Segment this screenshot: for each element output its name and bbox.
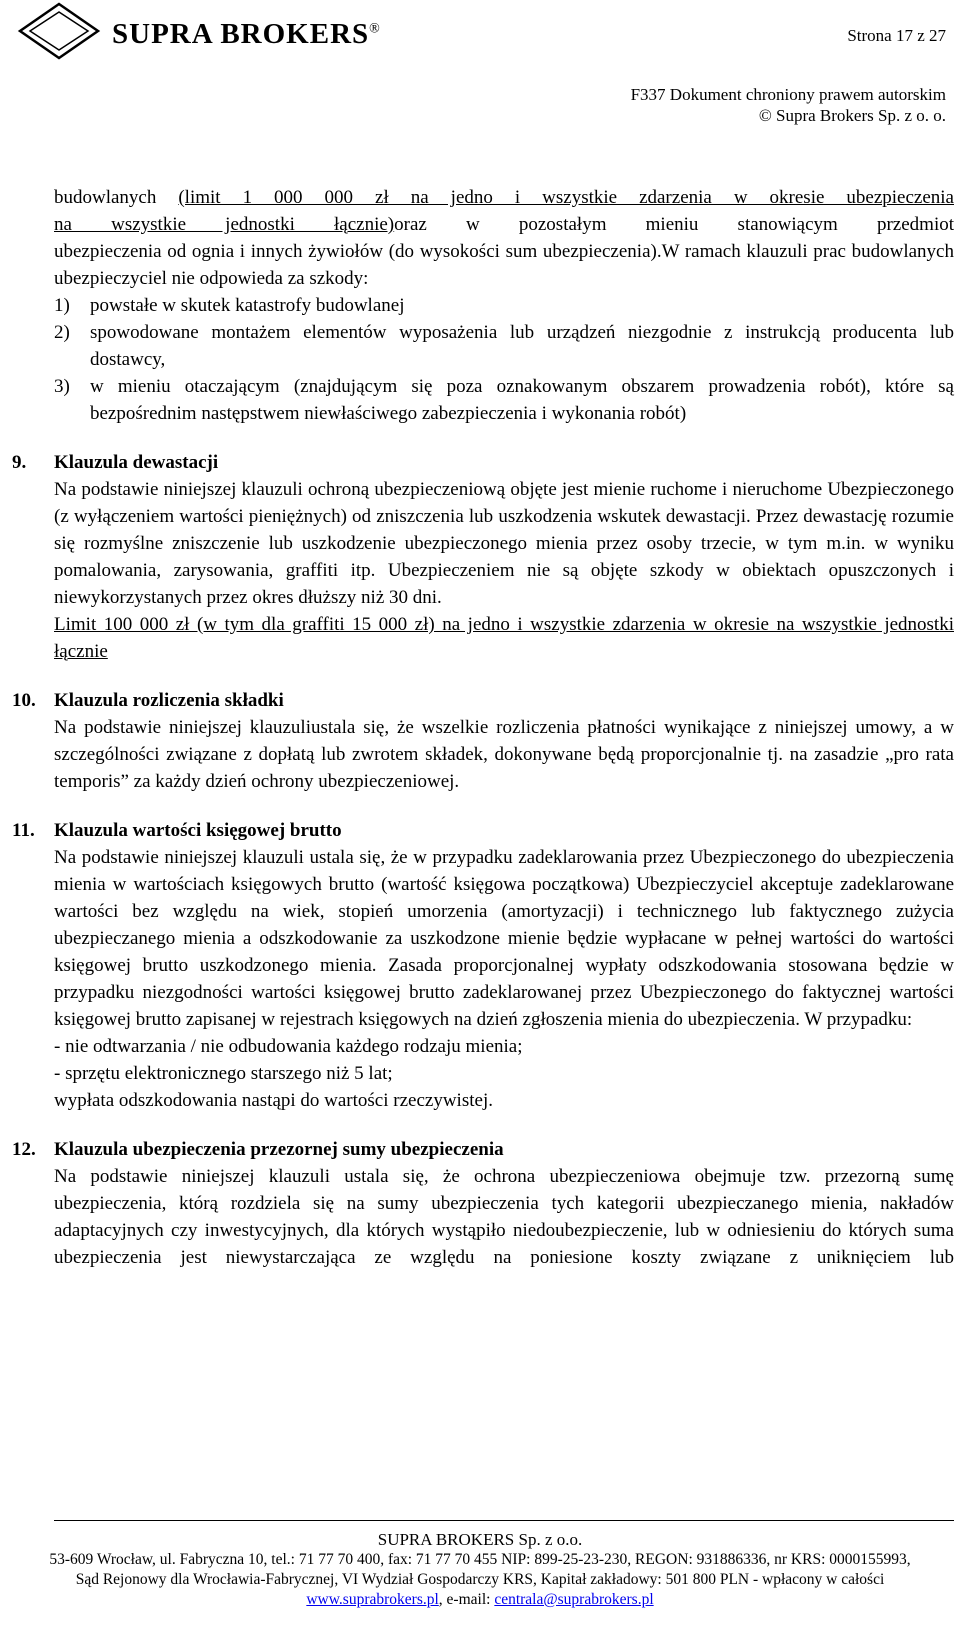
intro-line-2: na wszystkie jednostki łącznie)oraz w pozostałym mieniu stanowiącym przedmiot: [54, 214, 955, 235]
section-body-11: Na podstawie niniejszej klauzuli ustala się, że w przypadku zadeklarowania przez Ubezpieczonego do ubezpieczenia mienia w wartościach księgowych brutto (wartość księgowa początkowa) Ubezpieczyciel akceptuje zadeklarowane wartości bez względu na wiek, stopień umorzenia (amortyzacji) i technicznego lub faktycznego zużycia ubezpieczanego mienia a odszkodowanie za uszkodzone mienie będzie wypłacane w pełnej wartości do wartości księgowej brutto uszkodzonego mienia. Zasada proporcjonalnej wypłaty odszkodowania stosowana będzie w przypadku niezgodności wartości księgowej brutto zadeklarowanej przez Ubezpieczonego do faktycznej wartości księgowej brutto zapisanej w rejestrach księgowych na dzień zgłoszenia mienia do ubezpieczenia. W przypadku:: [54, 847, 954, 1030]
footer-contact: www.suprabrokers.pl, e-mail: centrala@suprabrokers.pl: [306, 1591, 654, 1608]
section-heading-9: 9. Klauzula dewastacji: [12, 452, 219, 473]
section-limit-9: Limit 100 000 zł (w tym dla graffiti 15 000 zł) na jedno i wszystkie zdarzenia w okresie na wszystkie jednostki łącznie: [54, 614, 954, 662]
brand-text: SUPRA BROKERS: [112, 18, 370, 50]
section-closing-11: wypłata odszkodowania nastąpi do wartości rzeczywistej.: [54, 1090, 493, 1111]
limit-underlined: (limit 1 000 000 zł na jedno i wszystkie zdarzenia w okresie ubezpieczenia: [178, 187, 954, 208]
brand-name: [112, 18, 381, 51]
document-code: F337 Dokument chroniony prawem autorskim: [630, 85, 946, 104]
dash-item: - nie odtwarzania / nie odbudowania każdego rodzaju mienia;: [54, 1036, 523, 1057]
registered-mark: ®: [369, 21, 381, 37]
footer: [0, 1530, 960, 1610]
intro-line-1: budowlanych (limit 1 000 000 zł na jedno i wszystkie zdarzenia w okresie ubezpieczenia: [54, 187, 954, 208]
section-body-12: Na podstawie niniejszej klauzuli ustala się, że ochrona ubezpieczeniowa obejmuje tzw. przezorną sumę ubezpieczenia, którą rozdziela się na sumy ubezpieczenia tych kategorii ubezpieczanego mienia, nakładów adaptacyjnych czy inwestycyjnych, dla których wystąpiło niedoubezpieczenie, lub w odniesieniu do których suma ubezpieczenia jest niewystarczająca ze względu na poniesione koszty związane z uniknięciem lub: [54, 1166, 954, 1268]
email-link[interactable]: centrala@suprabrokers.pl: [494, 1591, 654, 1608]
page-number: Strona 17 z 27: [847, 26, 946, 45]
copyright-line: © Supra Brokers Sp. z o. o.: [758, 106, 946, 125]
list-item: 3) w mieniu otaczającym (znajdującym się poza oznakowanym obszarem prowadzenia robót), które są bezpośrednim następstwem niewłaściwego zabezpieczenia i wykonania robót): [54, 376, 954, 424]
section-body-10: Na podstawie niniejszej klauzuliustala się, że wszelkie rozliczenia płatności wynikające z niniejszej umowy, a w szczególności związane z dopłatą lub zwrotem składek, dokonywane będą proporcjonalnie tj. na zasadzie „pro rata temporis” za każdy dzień ochrony ubezpieczeniowej.: [54, 717, 954, 792]
list-item: 1) powstałe w skutek katastrofy budowlanej: [54, 295, 405, 316]
intro-paragraph: [54, 184, 954, 292]
intro-rest: ubezpieczenia od ognia i innych żywiołów (do wysokości sum ubezpieczenia).W ramach klauzuli prac budowlanych ubezpieczyciel nie odpowieda za szkody:: [54, 241, 954, 289]
footer-company: SUPRA BROKERS Sp. z o.o.: [377, 1530, 583, 1549]
document-body: [12, 184, 955, 1271]
brand-logo-mark: [14, 0, 104, 62]
dash-item: - sprzętu elektronicznego starszego niż 5 lat;: [54, 1063, 393, 1084]
website-link[interactable]: www.suprabrokers.pl: [306, 1591, 439, 1608]
footer-registry: Sąd Rejonowy dla Wrocławia-Fabrycznej, VI Wydział Gospodarczy KRS, Kapitał zakładowy: 501 800 PLN - wpłacony w całości: [75, 1571, 885, 1588]
section-heading-12: 12. Klauzula ubezpieczenia przezornej sumy ubezpieczenia: [12, 1139, 504, 1160]
section-heading-11: 11. Klauzula wartości księgowej brutto: [12, 820, 342, 841]
footer-address: 53-609 Wrocław, ul. Fabryczna 10, tel.: 71 77 70 400, fax: 71 77 70 455 NIP: 899-25-23-230, REGON: 931886336, nr KRS: 0000155993,: [49, 1551, 911, 1568]
list-item: 2) spowodowane montażem elementów wyposażenia lub urządzeń niezgodnie z instrukcją producenta lub dostawcy,: [54, 322, 954, 370]
document-notice: [631, 84, 946, 126]
section-body-9: Na podstawie niniejszej klauzuli ochroną ubezpieczeniową objęte jest mienie ruchome i nieruchome Ubezpieczonego (z wyłączeniem wartości pieniężnych) od zniszczenia lub uszkodzenia wskutek dewastacji. Przez dewastację rozumie się rozmyślne zniszczenie lub uszkodzenie ubezpieczonego mienia przez osoby trzecie, w tym m.in. w wyniku pomalowania, zarysowania, graffiti itp. Ubezpieczeniem nie są objęte szkody w obiektach opuszczonych i niewykorzystanych przez okres dłuższy niż 30 dni.: [54, 479, 954, 608]
footer-divider: [54, 1520, 954, 1521]
section-heading-10: 10. Klauzula rozliczenia składki: [12, 690, 284, 711]
limit-underlined-cont: na wszystkie jednostki łącznie): [54, 214, 395, 235]
